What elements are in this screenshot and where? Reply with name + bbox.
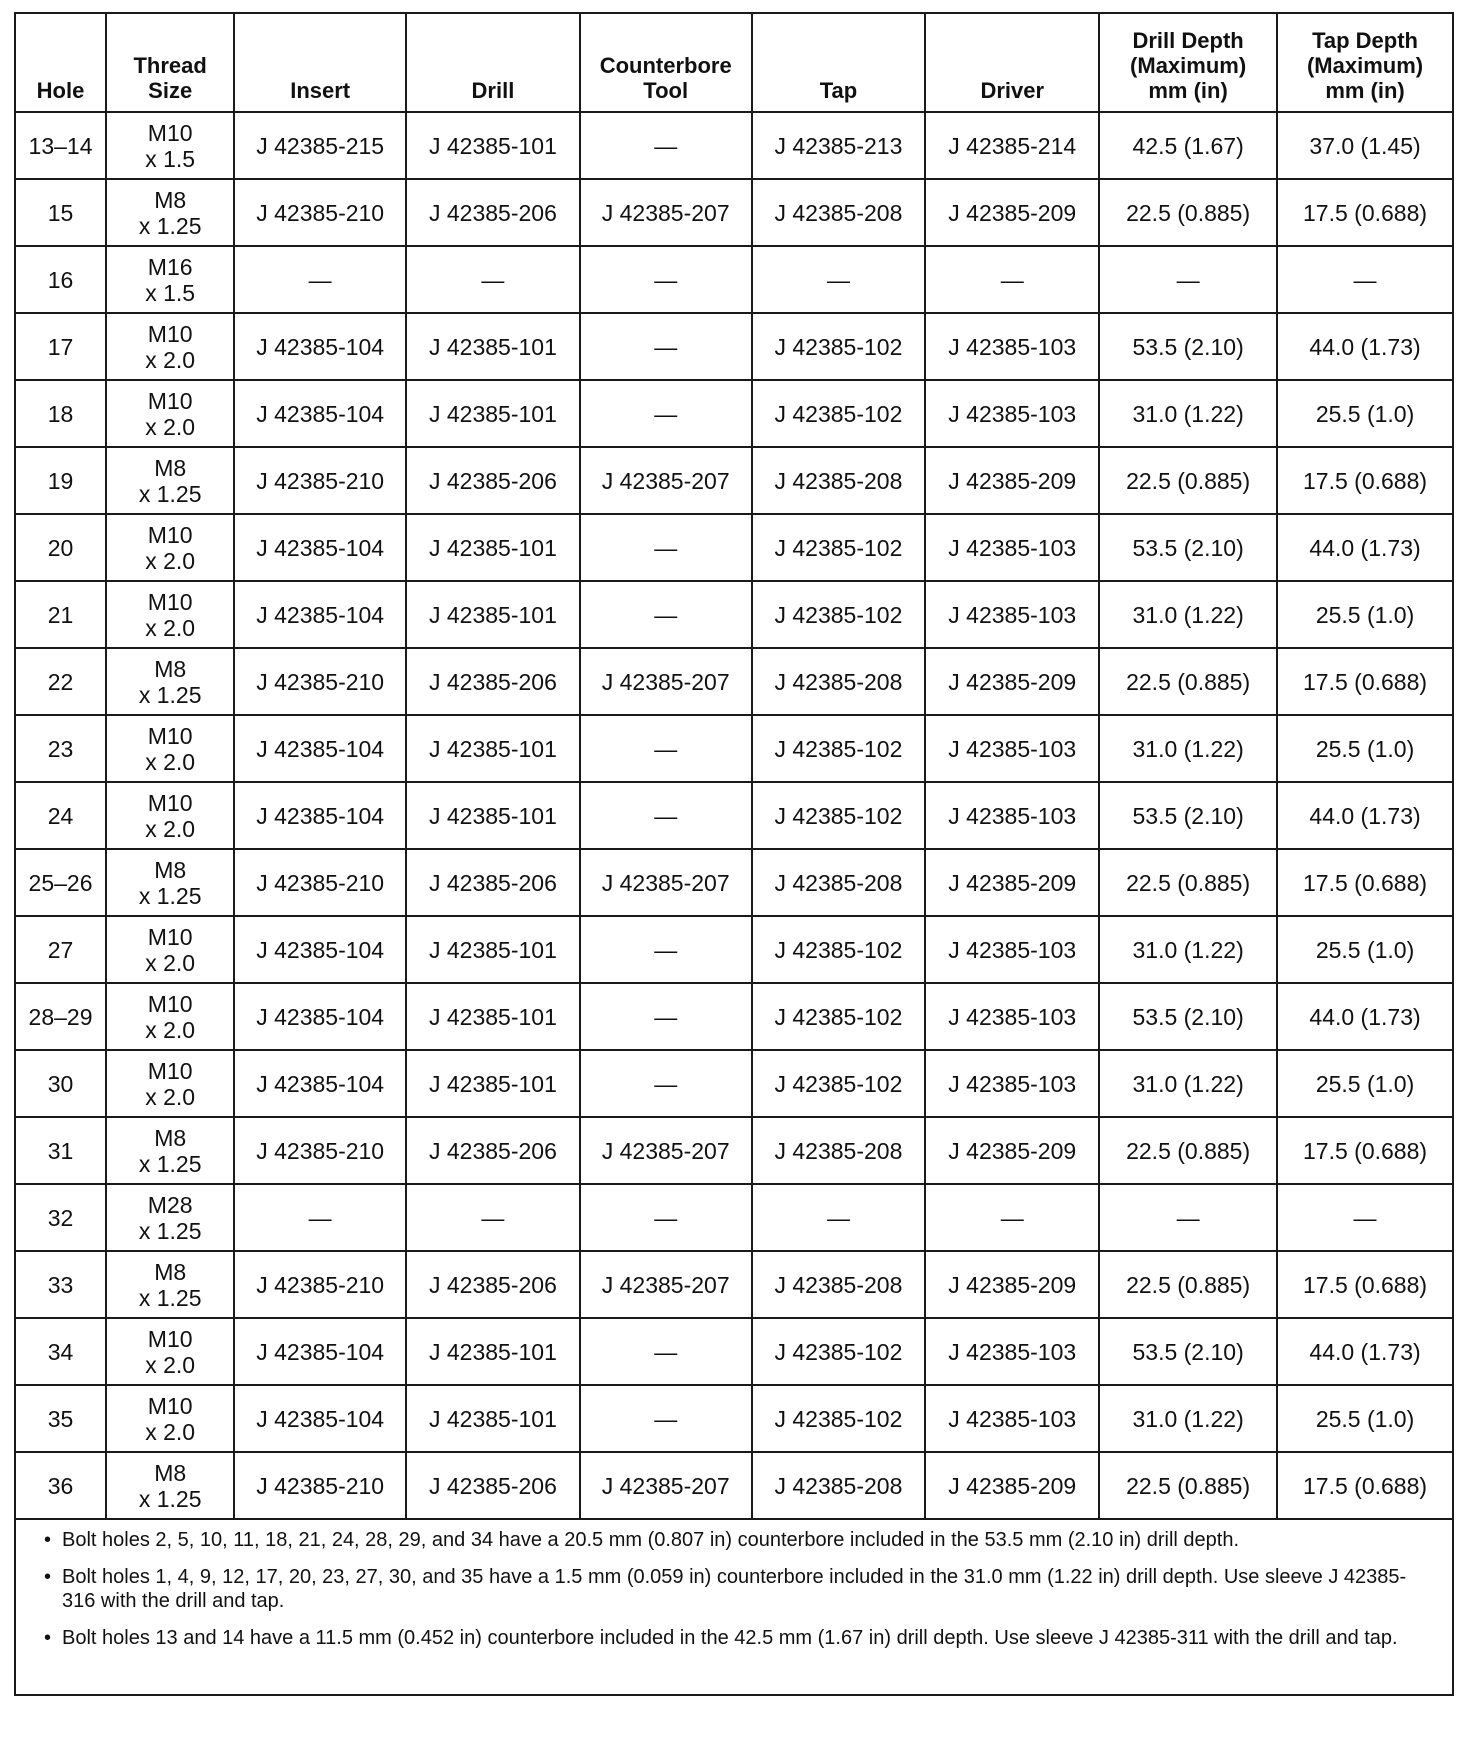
table-row	[15, 1251, 1453, 1318]
driver-cell: J 42385-103	[925, 1050, 1099, 1117]
tap-depth-cell: 25.5 (1.0)	[1277, 380, 1453, 447]
tap-cell: J 42385-102	[752, 782, 926, 849]
thread-size-cell	[106, 1117, 234, 1184]
table-row	[15, 246, 1453, 313]
column-header	[752, 13, 926, 112]
tap-depth-cell: 25.5 (1.0)	[1277, 1050, 1453, 1117]
drill-cell: J 42385-206	[406, 849, 580, 916]
thread-size-line: x 1.25	[138, 882, 202, 909]
table-row	[15, 983, 1453, 1050]
table-row	[15, 1385, 1453, 1452]
driver-cell: J 42385-209	[925, 849, 1099, 916]
drill-depth-cell: 31.0 (1.22)	[1099, 1385, 1277, 1452]
driver-cell: J 42385-209	[925, 447, 1099, 514]
thread-size-line: x 1.25	[138, 480, 202, 507]
drill-cell: J 42385-101	[406, 1385, 580, 1452]
insert-cell: J 42385-104	[234, 313, 406, 380]
table-row	[15, 112, 1453, 179]
spec-page	[14, 12, 1454, 1742]
thread-size-line: M10	[147, 320, 193, 347]
notes-section	[14, 1520, 1454, 1696]
tap-depth-cell: 44.0 (1.73)	[1277, 514, 1453, 581]
thread-size-line: M10	[147, 923, 193, 950]
table-row	[15, 514, 1453, 581]
drill-depth-cell: 53.5 (2.10)	[1099, 1318, 1277, 1385]
driver-cell: J 42385-103	[925, 514, 1099, 581]
column-header-line: mm (in)	[1325, 78, 1405, 103]
drill-depth-cell: —	[1099, 246, 1277, 313]
thread-size-line: M10	[147, 722, 193, 749]
counterbore-tool-cell: —	[580, 1385, 752, 1452]
table-row	[15, 179, 1453, 246]
driver-cell: J 42385-209	[925, 1452, 1099, 1519]
column-header-line: Size	[148, 78, 193, 103]
counterbore-tool-cell: —	[580, 715, 752, 782]
hole-cell: 16	[15, 246, 106, 313]
counterbore-tool-cell: —	[580, 1318, 752, 1385]
driver-cell: J 42385-103	[925, 1385, 1099, 1452]
thread-size-cell	[106, 849, 234, 916]
thread-size-cell	[106, 514, 234, 581]
tap-depth-cell: 17.5 (0.688)	[1277, 179, 1453, 246]
note-item: • Bolt holes 13 and 14 have a 11.5 mm (0.452 in) counterbore included in the 42.5 mm (1.67 in) drill depth. Use sleeve J 42385-311 with the drill and tap.	[62, 1626, 1432, 1650]
thread-size-line: x 1.25	[138, 1485, 202, 1512]
thread-size-line: x 2.0	[145, 547, 196, 574]
hole-cell: 15	[15, 179, 106, 246]
hole-cell: 20	[15, 514, 106, 581]
column-header-line: Insert	[290, 78, 351, 103]
thread-size-cell	[106, 246, 234, 313]
counterbore-tool-cell: J 42385-207	[580, 1117, 752, 1184]
column-header-line: Tool	[643, 78, 689, 103]
tap-cell: J 42385-208	[752, 179, 926, 246]
table-header-row	[15, 13, 1453, 112]
column-header	[1099, 13, 1277, 112]
thread-size-cell	[106, 1452, 234, 1519]
tap-cell: J 42385-102	[752, 1318, 926, 1385]
hole-cell: 13–14	[15, 112, 106, 179]
tap-cell: J 42385-102	[752, 1385, 926, 1452]
table-row	[15, 313, 1453, 380]
hole-cell: 34	[15, 1318, 106, 1385]
thread-size-line: x 1.25	[138, 1217, 202, 1244]
tap-depth-cell: 25.5 (1.0)	[1277, 581, 1453, 648]
counterbore-tool-cell: —	[580, 1050, 752, 1117]
tap-cell: J 42385-102	[752, 581, 926, 648]
drill-depth-cell: —	[1099, 1184, 1277, 1251]
driver-cell: J 42385-103	[925, 916, 1099, 983]
thread-size-cell	[106, 1251, 234, 1318]
driver-cell: J 42385-103	[925, 983, 1099, 1050]
note-item: • Bolt holes 2, 5, 10, 11, 18, 21, 24, 28, 29, and 34 have a 20.5 mm (0.807 in) counterbore included in the 53.5 mm (2.10 in) drill depth.	[62, 1528, 1432, 1552]
thread-size-line: x 2.0	[145, 413, 196, 440]
tap-depth-cell: 17.5 (0.688)	[1277, 1452, 1453, 1519]
hole-cell: 27	[15, 916, 106, 983]
drill-depth-cell: 31.0 (1.22)	[1099, 916, 1277, 983]
table-row	[15, 380, 1453, 447]
thread-size-line: M10	[147, 119, 193, 146]
tap-cell: J 42385-102	[752, 983, 926, 1050]
counterbore-tool-cell: —	[580, 380, 752, 447]
drill-depth-cell: 53.5 (2.10)	[1099, 983, 1277, 1050]
thread-size-line: x 1.5	[145, 145, 196, 172]
hole-cell: 35	[15, 1385, 106, 1452]
drill-depth-cell: 22.5 (0.885)	[1099, 1117, 1277, 1184]
hole-cell: 32	[15, 1184, 106, 1251]
driver-cell: J 42385-103	[925, 782, 1099, 849]
counterbore-tool-cell: —	[580, 916, 752, 983]
driver-cell: —	[925, 246, 1099, 313]
tap-cell: J 42385-102	[752, 1050, 926, 1117]
tap-cell: J 42385-208	[752, 1452, 926, 1519]
drill-cell: J 42385-101	[406, 581, 580, 648]
drill-cell: J 42385-101	[406, 313, 580, 380]
hole-cell: 17	[15, 313, 106, 380]
table-row	[15, 447, 1453, 514]
thread-size-cell	[106, 983, 234, 1050]
hole-cell: 28–29	[15, 983, 106, 1050]
thread-size-cell	[106, 313, 234, 380]
driver-cell: J 42385-209	[925, 1117, 1099, 1184]
insert-cell: J 42385-210	[234, 1251, 406, 1318]
drill-depth-cell: 22.5 (0.885)	[1099, 179, 1277, 246]
drill-depth-cell: 53.5 (2.10)	[1099, 313, 1277, 380]
insert-cell: J 42385-104	[234, 380, 406, 447]
drill-cell: J 42385-101	[406, 1050, 580, 1117]
counterbore-tool-cell: —	[580, 112, 752, 179]
thread-size-line: M10	[147, 990, 193, 1017]
drill-cell: J 42385-101	[406, 782, 580, 849]
table-row	[15, 648, 1453, 715]
hole-cell: 18	[15, 380, 106, 447]
insert-cell: J 42385-210	[234, 179, 406, 246]
drill-cell: J 42385-206	[406, 179, 580, 246]
thread-size-cell	[106, 1318, 234, 1385]
thread-size-line: x 2.0	[145, 346, 196, 373]
thread-size-line: x 1.25	[138, 1150, 202, 1177]
thread-size-cell	[106, 112, 234, 179]
drill-depth-cell: 42.5 (1.67)	[1099, 112, 1277, 179]
thread-size-line: M8	[154, 454, 187, 481]
counterbore-tool-cell: —	[580, 514, 752, 581]
thread-size-line: x 2.0	[145, 949, 196, 976]
tap-cell: J 42385-208	[752, 1117, 926, 1184]
table-row	[15, 1452, 1453, 1519]
table-row	[15, 916, 1453, 983]
insert-cell: J 42385-104	[234, 983, 406, 1050]
driver-cell: J 42385-103	[925, 1318, 1099, 1385]
driver-cell: J 42385-103	[925, 581, 1099, 648]
insert-cell: —	[234, 246, 406, 313]
insert-cell: —	[234, 1184, 406, 1251]
hole-cell: 25–26	[15, 849, 106, 916]
thread-size-line: M8	[154, 186, 187, 213]
insert-cell: J 42385-210	[234, 447, 406, 514]
drill-cell: —	[406, 246, 580, 313]
insert-cell: J 42385-210	[234, 849, 406, 916]
counterbore-tool-cell: —	[580, 581, 752, 648]
column-header	[1277, 13, 1453, 112]
drill-cell: J 42385-206	[406, 1251, 580, 1318]
drill-depth-cell: 31.0 (1.22)	[1099, 581, 1277, 648]
column-header	[234, 13, 406, 112]
driver-cell: J 42385-214	[925, 112, 1099, 179]
thread-size-cell	[106, 916, 234, 983]
thread-size-line: M10	[147, 789, 193, 816]
insert-cell: J 42385-104	[234, 1318, 406, 1385]
thread-size-line: x 1.25	[138, 681, 202, 708]
drill-cell: J 42385-101	[406, 715, 580, 782]
tap-cell: J 42385-208	[752, 447, 926, 514]
drill-cell: J 42385-206	[406, 648, 580, 715]
column-header-line: Counterbore	[599, 53, 732, 78]
drill-cell: J 42385-206	[406, 447, 580, 514]
insert-cell: J 42385-104	[234, 581, 406, 648]
thread-size-line: x 1.25	[138, 1284, 202, 1311]
table-row	[15, 715, 1453, 782]
table-row	[15, 1050, 1453, 1117]
counterbore-tool-cell: J 42385-207	[580, 648, 752, 715]
hole-cell: 23	[15, 715, 106, 782]
thread-size-cell	[106, 1184, 234, 1251]
counterbore-tool-cell: —	[580, 983, 752, 1050]
column-header-line: mm (in)	[1148, 78, 1228, 103]
table-row	[15, 581, 1453, 648]
thread-size-cell	[106, 1385, 234, 1452]
drill-depth-cell: 22.5 (0.885)	[1099, 447, 1277, 514]
drill-depth-cell: 22.5 (0.885)	[1099, 1452, 1277, 1519]
thread-size-cell	[106, 581, 234, 648]
table-row	[15, 849, 1453, 916]
tap-depth-cell: 17.5 (0.688)	[1277, 1117, 1453, 1184]
thread-size-line: M10	[147, 1057, 193, 1084]
hole-cell: 22	[15, 648, 106, 715]
drill-depth-cell: 31.0 (1.22)	[1099, 380, 1277, 447]
table-row	[15, 1318, 1453, 1385]
drill-depth-cell: 31.0 (1.22)	[1099, 715, 1277, 782]
thread-size-line: M10	[147, 387, 193, 414]
hole-cell: 19	[15, 447, 106, 514]
column-header-line: Drill	[471, 78, 515, 103]
insert-cell: J 42385-210	[234, 648, 406, 715]
tap-cell: J 42385-102	[752, 715, 926, 782]
thread-size-line: M10	[147, 521, 193, 548]
table-row	[15, 1184, 1453, 1251]
column-header	[15, 13, 106, 112]
hole-cell: 33	[15, 1251, 106, 1318]
thread-size-cell	[106, 179, 234, 246]
drill-depth-cell: 53.5 (2.10)	[1099, 514, 1277, 581]
thread-size-line: x 1.5	[145, 279, 196, 306]
tap-depth-cell: 25.5 (1.0)	[1277, 1385, 1453, 1452]
thread-size-line: M8	[154, 856, 187, 883]
insert-cell: J 42385-104	[234, 782, 406, 849]
insert-cell: J 42385-210	[234, 1452, 406, 1519]
thread-size-line: x 2.0	[145, 1016, 196, 1043]
thread-size-line: x 2.0	[145, 815, 196, 842]
driver-cell: J 42385-103	[925, 715, 1099, 782]
thread-size-line: M28	[147, 1191, 193, 1218]
driver-cell: J 42385-209	[925, 1251, 1099, 1318]
tap-depth-cell: 25.5 (1.0)	[1277, 715, 1453, 782]
driver-cell: J 42385-209	[925, 179, 1099, 246]
tap-depth-cell: 37.0 (1.45)	[1277, 112, 1453, 179]
tap-cell: J 42385-102	[752, 313, 926, 380]
thread-repair-table	[14, 12, 1454, 1520]
drill-cell: J 42385-101	[406, 380, 580, 447]
hole-cell: 31	[15, 1117, 106, 1184]
drill-depth-cell: 22.5 (0.885)	[1099, 1251, 1277, 1318]
tap-depth-cell: 17.5 (0.688)	[1277, 648, 1453, 715]
tap-depth-cell: 17.5 (0.688)	[1277, 849, 1453, 916]
drill-depth-cell: 53.5 (2.10)	[1099, 782, 1277, 849]
column-header-line: (Maximum)	[1130, 53, 1247, 78]
counterbore-tool-cell: —	[580, 313, 752, 380]
thread-size-line: M16	[147, 253, 193, 280]
thread-size-line: M10	[147, 1392, 193, 1419]
tap-cell: J 42385-102	[752, 916, 926, 983]
drill-depth-cell: 22.5 (0.885)	[1099, 849, 1277, 916]
hole-cell: 36	[15, 1452, 106, 1519]
thread-size-line: M8	[154, 1124, 187, 1151]
thread-size-line: M10	[147, 1325, 193, 1352]
insert-cell: J 42385-104	[234, 1385, 406, 1452]
insert-cell: J 42385-210	[234, 1117, 406, 1184]
tap-cell: J 42385-102	[752, 514, 926, 581]
driver-cell: —	[925, 1184, 1099, 1251]
tap-depth-cell: —	[1277, 1184, 1453, 1251]
tap-cell: —	[752, 246, 926, 313]
counterbore-tool-cell: J 42385-207	[580, 1452, 752, 1519]
note-item: • Bolt holes 1, 4, 9, 12, 17, 20, 23, 27, 30, and 35 have a 1.5 mm (0.059 in) counterbore included in the 31.0 mm (1.22 in) drill depth. Use sleeve J 42385-316 with the drill and tap.	[62, 1565, 1432, 1613]
column-header-line: Hole	[36, 78, 85, 103]
tap-depth-cell: 17.5 (0.688)	[1277, 447, 1453, 514]
tap-cell: J 42385-102	[752, 380, 926, 447]
drill-cell: J 42385-101	[406, 1318, 580, 1385]
thread-size-cell	[106, 715, 234, 782]
thread-size-cell	[106, 380, 234, 447]
drill-cell: J 42385-101	[406, 983, 580, 1050]
drill-cell: J 42385-206	[406, 1117, 580, 1184]
thread-size-line: M8	[154, 1459, 187, 1486]
drill-depth-cell: 22.5 (0.885)	[1099, 648, 1277, 715]
thread-size-cell	[106, 782, 234, 849]
thread-size-line: x 1.25	[138, 212, 202, 239]
thread-size-cell	[106, 447, 234, 514]
counterbore-tool-cell: J 42385-207	[580, 447, 752, 514]
column-header	[580, 13, 752, 112]
drill-cell: —	[406, 1184, 580, 1251]
column-header-line: (Maximum)	[1306, 53, 1424, 78]
counterbore-tool-cell: —	[580, 246, 752, 313]
thread-size-line: M8	[154, 1258, 187, 1285]
driver-cell: J 42385-103	[925, 380, 1099, 447]
hole-cell: 21	[15, 581, 106, 648]
hole-cell: 24	[15, 782, 106, 849]
thread-size-line: x 2.0	[145, 614, 196, 641]
tap-cell: J 42385-213	[752, 112, 926, 179]
driver-cell: J 42385-209	[925, 648, 1099, 715]
tap-cell: J 42385-208	[752, 648, 926, 715]
thread-size-cell	[106, 1050, 234, 1117]
column-header-line: Driver	[980, 78, 1045, 103]
drill-depth-cell: 31.0 (1.22)	[1099, 1050, 1277, 1117]
thread-size-line: x 2.0	[145, 1351, 196, 1378]
column-header	[106, 13, 234, 112]
counterbore-tool-cell: J 42385-207	[580, 849, 752, 916]
tap-depth-cell: 44.0 (1.73)	[1277, 782, 1453, 849]
table-row	[15, 782, 1453, 849]
insert-cell: J 42385-104	[234, 514, 406, 581]
insert-cell: J 42385-104	[234, 1050, 406, 1117]
insert-cell: J 42385-215	[234, 112, 406, 179]
table-body	[15, 112, 1453, 1519]
tap-depth-cell: 17.5 (0.688)	[1277, 1251, 1453, 1318]
tap-depth-cell: 44.0 (1.73)	[1277, 1318, 1453, 1385]
thread-size-line: M10	[147, 588, 193, 615]
counterbore-tool-cell: J 42385-207	[580, 179, 752, 246]
column-header-line: Tap Depth	[1312, 28, 1418, 53]
thread-size-cell	[106, 648, 234, 715]
tap-cell: —	[752, 1184, 926, 1251]
drill-cell: J 42385-101	[406, 112, 580, 179]
tap-depth-cell: 25.5 (1.0)	[1277, 916, 1453, 983]
thread-size-line: x 2.0	[145, 748, 196, 775]
drill-cell: J 42385-206	[406, 1452, 580, 1519]
column-header-line: Tap	[819, 78, 858, 103]
tap-cell: J 42385-208	[752, 849, 926, 916]
table-row	[15, 1117, 1453, 1184]
column-header	[406, 13, 580, 112]
tap-depth-cell: 44.0 (1.73)	[1277, 983, 1453, 1050]
thread-size-line: M8	[154, 655, 187, 682]
hole-cell: 30	[15, 1050, 106, 1117]
insert-cell: J 42385-104	[234, 715, 406, 782]
drill-cell: J 42385-101	[406, 916, 580, 983]
counterbore-tool-cell: —	[580, 1184, 752, 1251]
counterbore-tool-cell: —	[580, 782, 752, 849]
driver-cell: J 42385-103	[925, 313, 1099, 380]
drill-cell: J 42385-101	[406, 514, 580, 581]
column-header-line: Drill Depth	[1132, 28, 1244, 53]
column-header	[925, 13, 1099, 112]
thread-size-line: x 2.0	[145, 1418, 196, 1445]
insert-cell: J 42385-104	[234, 916, 406, 983]
counterbore-tool-cell: J 42385-207	[580, 1251, 752, 1318]
column-header-line: Thread	[133, 53, 207, 78]
tap-depth-cell: —	[1277, 246, 1453, 313]
thread-size-line: x 2.0	[145, 1083, 196, 1110]
tap-cell: J 42385-208	[752, 1251, 926, 1318]
tap-depth-cell: 44.0 (1.73)	[1277, 313, 1453, 380]
